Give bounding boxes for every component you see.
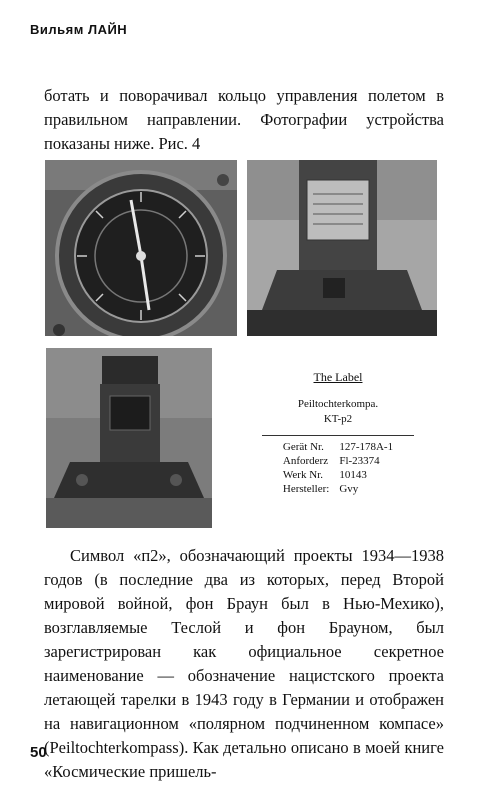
- compass-dial-photo: [45, 160, 237, 336]
- label-name-line2: KT-p2: [323, 413, 353, 425]
- label-key: Hersteller:: [282, 483, 330, 495]
- label-value: 10143: [339, 469, 367, 481]
- running-head: Вильям ЛАЙН: [30, 22, 128, 37]
- paragraph-bottom-text: Символ «п2», обозначающий проекты 1934—1938 годов (в последние два из которых, перед Второй мировой войной, фон Браун был в Нью-Мехико), возглавляемые Теслой и фон Брауном, был зарегистрирован как официальное секретное наименование — обозначение нацистского проекта летающей тарелки в 1943 году в Германии и отображен на навигационном «полярном подчиненном компасе» (Peiltochterkompass). Как детально описано в моей книге «Космические пришель-: [44, 546, 444, 781]
- label-table: [278, 440, 398, 496]
- label-key: Anforderz: [282, 455, 329, 467]
- label-divider: [262, 435, 414, 436]
- label-value: 127-178A-1: [339, 441, 394, 453]
- label-row: [278, 482, 398, 496]
- label-title: The Label: [313, 370, 363, 384]
- label-value: Fl-23374: [339, 455, 380, 467]
- paragraph-bottom: [44, 544, 444, 784]
- compass-side-photo: [46, 348, 212, 528]
- label-card: [248, 370, 428, 496]
- paragraph-top: [44, 84, 444, 156]
- page-number: 50: [30, 744, 47, 761]
- label-value: Gvy: [339, 483, 359, 495]
- compass-side-icon: [46, 348, 212, 528]
- compass-housing-photo: [247, 160, 437, 336]
- label-row: [278, 468, 398, 482]
- paragraph-top-text: ботать и поворачивал кольцо управления полетом в правильном направлении. Фотографии устройства показаны ниже. Рис. 4: [44, 86, 444, 153]
- label-row: [278, 454, 398, 468]
- label-key: Werk Nr.: [282, 469, 323, 481]
- label-name-line1: Peiltochterkompa.: [297, 398, 379, 410]
- compass-dial-icon: [45, 160, 237, 336]
- label-row: [278, 440, 398, 454]
- compass-housing-icon: [247, 160, 437, 336]
- label-key: Gerät Nr.: [282, 441, 324, 453]
